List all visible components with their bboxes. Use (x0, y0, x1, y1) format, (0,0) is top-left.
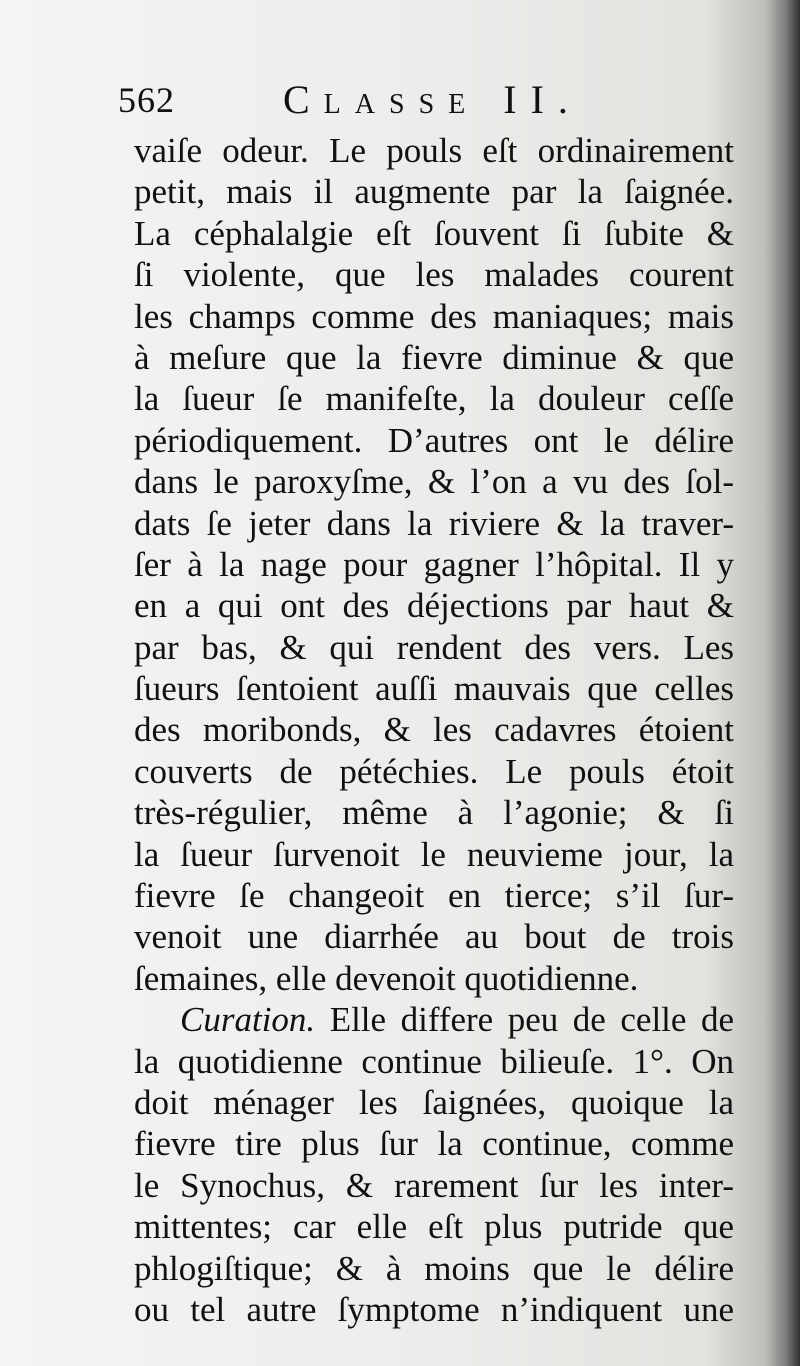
text-line: dans le paroxyſme, & l’on a vu des ſol- (134, 462, 734, 502)
text-line: ſi violente, que les malades courent (134, 255, 734, 295)
text-line: petit, mais il augmente par la ſaignée. (134, 172, 734, 212)
text-line: ou tel autre ſymptome n’indiquent une (134, 1289, 734, 1329)
text-line: phlogiſtique; & à moins que le délire (134, 1248, 734, 1288)
curation-heading: Curation. (180, 1000, 316, 1040)
text-line: ſemaines, elle devenoit quotidienne. (134, 958, 639, 998)
text-line: vaiſe odeur. Le pouls eſt ordinairement (134, 131, 734, 170)
text-line: des moribonds, & les cadavres étoient (134, 710, 734, 750)
text-line: doit ménager les ſaignées, quoique la (134, 1082, 734, 1122)
running-head: Classe II. (283, 77, 582, 122)
curation-first-line (134, 999, 734, 1040)
text-line: les champs comme des maniaques; mais (134, 296, 734, 336)
text-line: venoit une diarrhée au bout de trois (134, 917, 734, 957)
text-line: le Synochus, & rarement ſur les inter- (134, 1165, 734, 1205)
text-line: la ſueur ſe manifeſte, la douleur ceſſe (134, 379, 734, 419)
text-line: en a qui ont des déjections par haut & (134, 586, 734, 626)
text-line: La céphalalgie eſt ſouvent ſi ſubite & (134, 213, 734, 253)
curation-first-line-text: Elle differe peu de celle de (315, 1000, 734, 1040)
text-line: fievre tire plus ſur la continue, comme (134, 1124, 734, 1164)
body-text (134, 130, 734, 1330)
text-line: ſueurs ſentoient auſſi mauvais que celles (134, 669, 734, 709)
text-line: dats ſe jeter dans la riviere & la traver- (134, 503, 734, 543)
page-edge-shadow (764, 0, 800, 1366)
text-line: couverts de pétéchies. Le pouls étoit (134, 751, 734, 791)
text-line: la ſueur ſurvenoit le neuvieme jour, la (134, 834, 734, 874)
text-line: la quotidienne continue bilieuſe. 1°. On (134, 1041, 734, 1081)
text-line: très-régulier, même à l’agonie; & ſi (134, 793, 734, 833)
text-line: périodiquement. D’autres ont le délire (134, 420, 734, 460)
text-line: ſer à la nage pour gagner l’hôpital. Il y (134, 544, 734, 584)
text-line: fievre ſe changeoit en tierce; s’il ſur- (134, 876, 734, 916)
text-line: à meſure que la fievre diminue & que (134, 337, 734, 377)
page-number: 562 (118, 80, 175, 120)
text-line: par bas, & qui rendent des vers. Les (134, 627, 734, 667)
text-line: mittentes; car elle eſt plus putride que (134, 1207, 734, 1247)
page-header (118, 72, 738, 128)
